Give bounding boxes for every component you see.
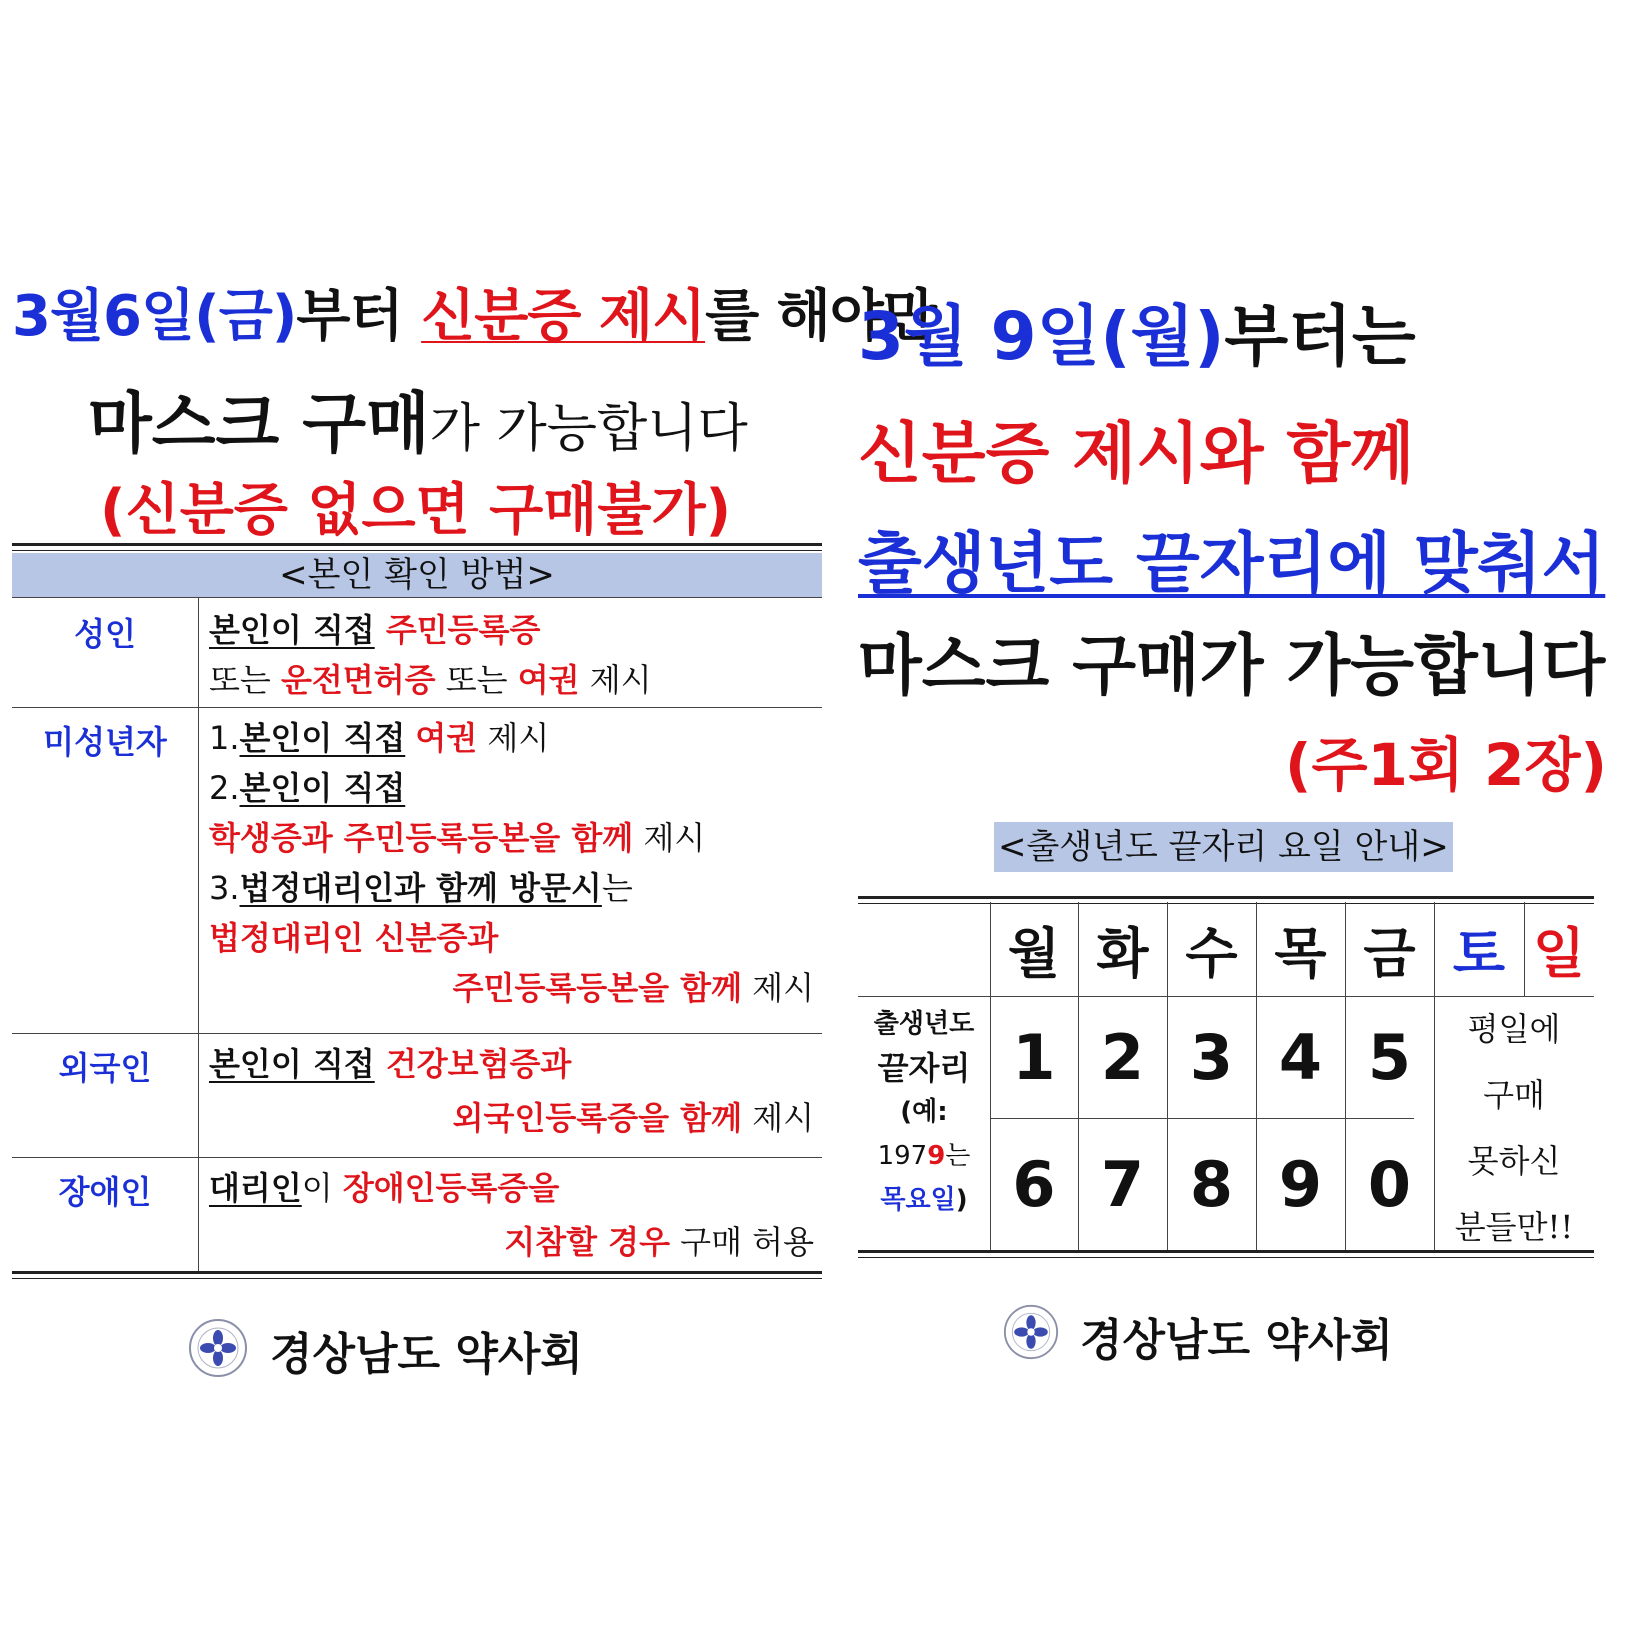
- digit-thu-1: 4: [1278, 1020, 1323, 1094]
- disabled-particle: 이: [301, 1169, 343, 1207]
- disabled-card: 장애인등록증을: [342, 1169, 560, 1207]
- disabled-line-2: [504, 1217, 814, 1263]
- foreigner-registration: 외국인등록증을 함께: [452, 1099, 742, 1137]
- adult-resident-card: 주민등록증: [385, 611, 541, 649]
- left-headline-3: (신분증 없으면 구매불가): [100, 478, 732, 543]
- left-mask-purchase: 마스크 구매: [88, 385, 430, 462]
- minor-line-5: 법정대리인 신분증과: [209, 919, 499, 957]
- foreigner-present: 제시: [742, 1099, 814, 1137]
- digit-tue-2: 7: [1100, 1147, 1145, 1221]
- table-bottom-border: [12, 1271, 822, 1279]
- digit-fri-1: 5: [1367, 1020, 1412, 1094]
- table-top-border: [12, 543, 822, 551]
- minor-passport: 여권: [415, 719, 478, 757]
- side-label-line: (예:: [900, 1097, 948, 1127]
- right-headline-3: 출생년도 끝자리에 맞춰서: [858, 525, 1606, 602]
- weekend-note-line: 못하신: [1467, 1142, 1561, 1180]
- digit-thu-2: 9: [1278, 1147, 1323, 1221]
- row-label-foreigner: 외국인: [58, 1049, 152, 1087]
- day-mon: 월: [1007, 921, 1061, 985]
- minor-line-6: [453, 963, 814, 1009]
- divider: [12, 597, 822, 598]
- adult-text: 본인이 직접: [209, 611, 375, 649]
- left-headline-2-rest: 가 가능합니다: [429, 399, 748, 459]
- day-tue: 화: [1096, 921, 1149, 985]
- table-title: <본인 확인 방법>: [12, 553, 822, 597]
- row-label-minor: 미성년자: [43, 723, 167, 761]
- day-sun: 일: [1532, 921, 1586, 985]
- minor-resident-copy: 주민등록등본을 함께: [452, 969, 742, 1007]
- left-date: 3월6일(금): [12, 284, 297, 349]
- day-fri: 금: [1363, 921, 1416, 985]
- minor-line-4: [209, 863, 633, 909]
- minor-present: 제시: [742, 969, 814, 1007]
- foreigner-line-1: [209, 1039, 571, 1085]
- digit-mon-2: 6: [1012, 1147, 1056, 1221]
- minor-suffix: 는: [601, 869, 633, 907]
- left-headline-2: [88, 370, 748, 465]
- adult-line-2: [209, 655, 652, 701]
- minor-line-3: [209, 813, 705, 859]
- divider: [12, 1157, 822, 1158]
- left-from: 부터: [296, 284, 422, 349]
- minor-present: 제시: [633, 819, 706, 857]
- weekend-note-line: 구매: [1483, 1076, 1545, 1114]
- adult-or-2: 또는: [435, 661, 518, 699]
- right-headline-1: [858, 283, 1416, 378]
- digit-wed-2: 8: [1189, 1147, 1234, 1221]
- side-label-year: 197: [877, 1141, 928, 1171]
- birth-year-weekday-table: [858, 896, 1594, 1256]
- pharmacist-association-logo-icon: [1003, 1304, 1059, 1360]
- weekend-note-line: 평일에: [1467, 1010, 1561, 1048]
- row-label-adult: 성인: [74, 615, 136, 653]
- left-headline-1: [12, 272, 936, 352]
- row-label-disabled: 장애인: [58, 1173, 152, 1211]
- adult-license: 운전면허증: [281, 661, 436, 699]
- weekend-note: [1434, 996, 1594, 1250]
- digit-fri-2: 0: [1367, 1147, 1412, 1221]
- digit-mon-1: 1: [1012, 1020, 1056, 1094]
- day-wed: 수: [1185, 921, 1238, 985]
- side-label-close: ): [955, 1185, 968, 1215]
- right-headline-5: (주1회 2장): [1284, 731, 1607, 799]
- foreigner-insurance: 건강보험증과: [385, 1045, 572, 1083]
- minor-line-1: [209, 713, 549, 759]
- minor-num-2: 2.: [209, 769, 240, 807]
- adult-line-1: [209, 605, 540, 651]
- side-label-line: 출생년도: [873, 1009, 975, 1039]
- right-footer: 경상남도 약사회: [1080, 1315, 1393, 1366]
- birth-year-table-caption: <출생년도 끝자리 요일 안내>: [994, 822, 1453, 872]
- divider: [12, 707, 822, 708]
- weekend-note-line: 분들만!!: [1454, 1208, 1574, 1246]
- minor-num-3: 3.: [209, 869, 240, 907]
- adult-passport: 여권: [517, 661, 580, 699]
- right-headline-4: 마스크 구매가 가능합니다: [858, 627, 1606, 704]
- minor-text: 본인이 직접: [239, 719, 406, 757]
- pharmacist-association-logo-icon: [188, 1318, 248, 1378]
- column-divider: [198, 597, 199, 1274]
- minor-student-id: 학생증과 주민등록등본을 함께: [209, 819, 634, 857]
- day-sat: 토: [1452, 921, 1506, 985]
- minor-line-2: [209, 763, 405, 809]
- adult-present: 제시: [579, 661, 652, 699]
- digit-tue-1: 2: [1100, 1020, 1145, 1094]
- digit-wed-1: 3: [1189, 1020, 1234, 1094]
- minor-num-1: 1.: [209, 719, 240, 757]
- disabled-proxy: 대리인: [209, 1169, 302, 1207]
- birth-year-side-label: [858, 1002, 990, 1222]
- disabled-carry: 지참할 경우: [504, 1223, 670, 1261]
- left-headline-1-rest: 를 해야만: [705, 284, 936, 349]
- right-from: 부터는: [1224, 298, 1416, 375]
- day-thu: 목: [1274, 921, 1327, 985]
- foreigner-text: 본인이 직접: [209, 1045, 375, 1083]
- disabled-allowed: 구매 허용: [670, 1223, 814, 1261]
- left-id-present: 신분증 제시: [421, 284, 706, 349]
- side-label-line: 끝자리: [877, 1049, 971, 1087]
- minor-text: 본인이 직접: [239, 769, 406, 807]
- left-footer: 경상남도 약사회: [270, 1329, 583, 1380]
- disabled-line-1: [209, 1163, 559, 1209]
- side-label-year-last-digit: 9: [927, 1141, 946, 1171]
- id-check-table: [12, 543, 822, 1277]
- side-label-particle: 는: [945, 1141, 971, 1171]
- minor-present: 제시: [477, 719, 550, 757]
- adult-or: 또는: [209, 661, 281, 699]
- divider: [12, 1033, 822, 1034]
- minor-guardian-visit: 법정대리인과 함께 방문시: [239, 869, 602, 907]
- right-headline-2: 신분증 제시와 함께: [858, 415, 1415, 492]
- side-label-thursday: 목요일: [880, 1185, 956, 1215]
- right-date: 3월 9일(월): [858, 298, 1225, 375]
- foreigner-line-2: [453, 1093, 814, 1139]
